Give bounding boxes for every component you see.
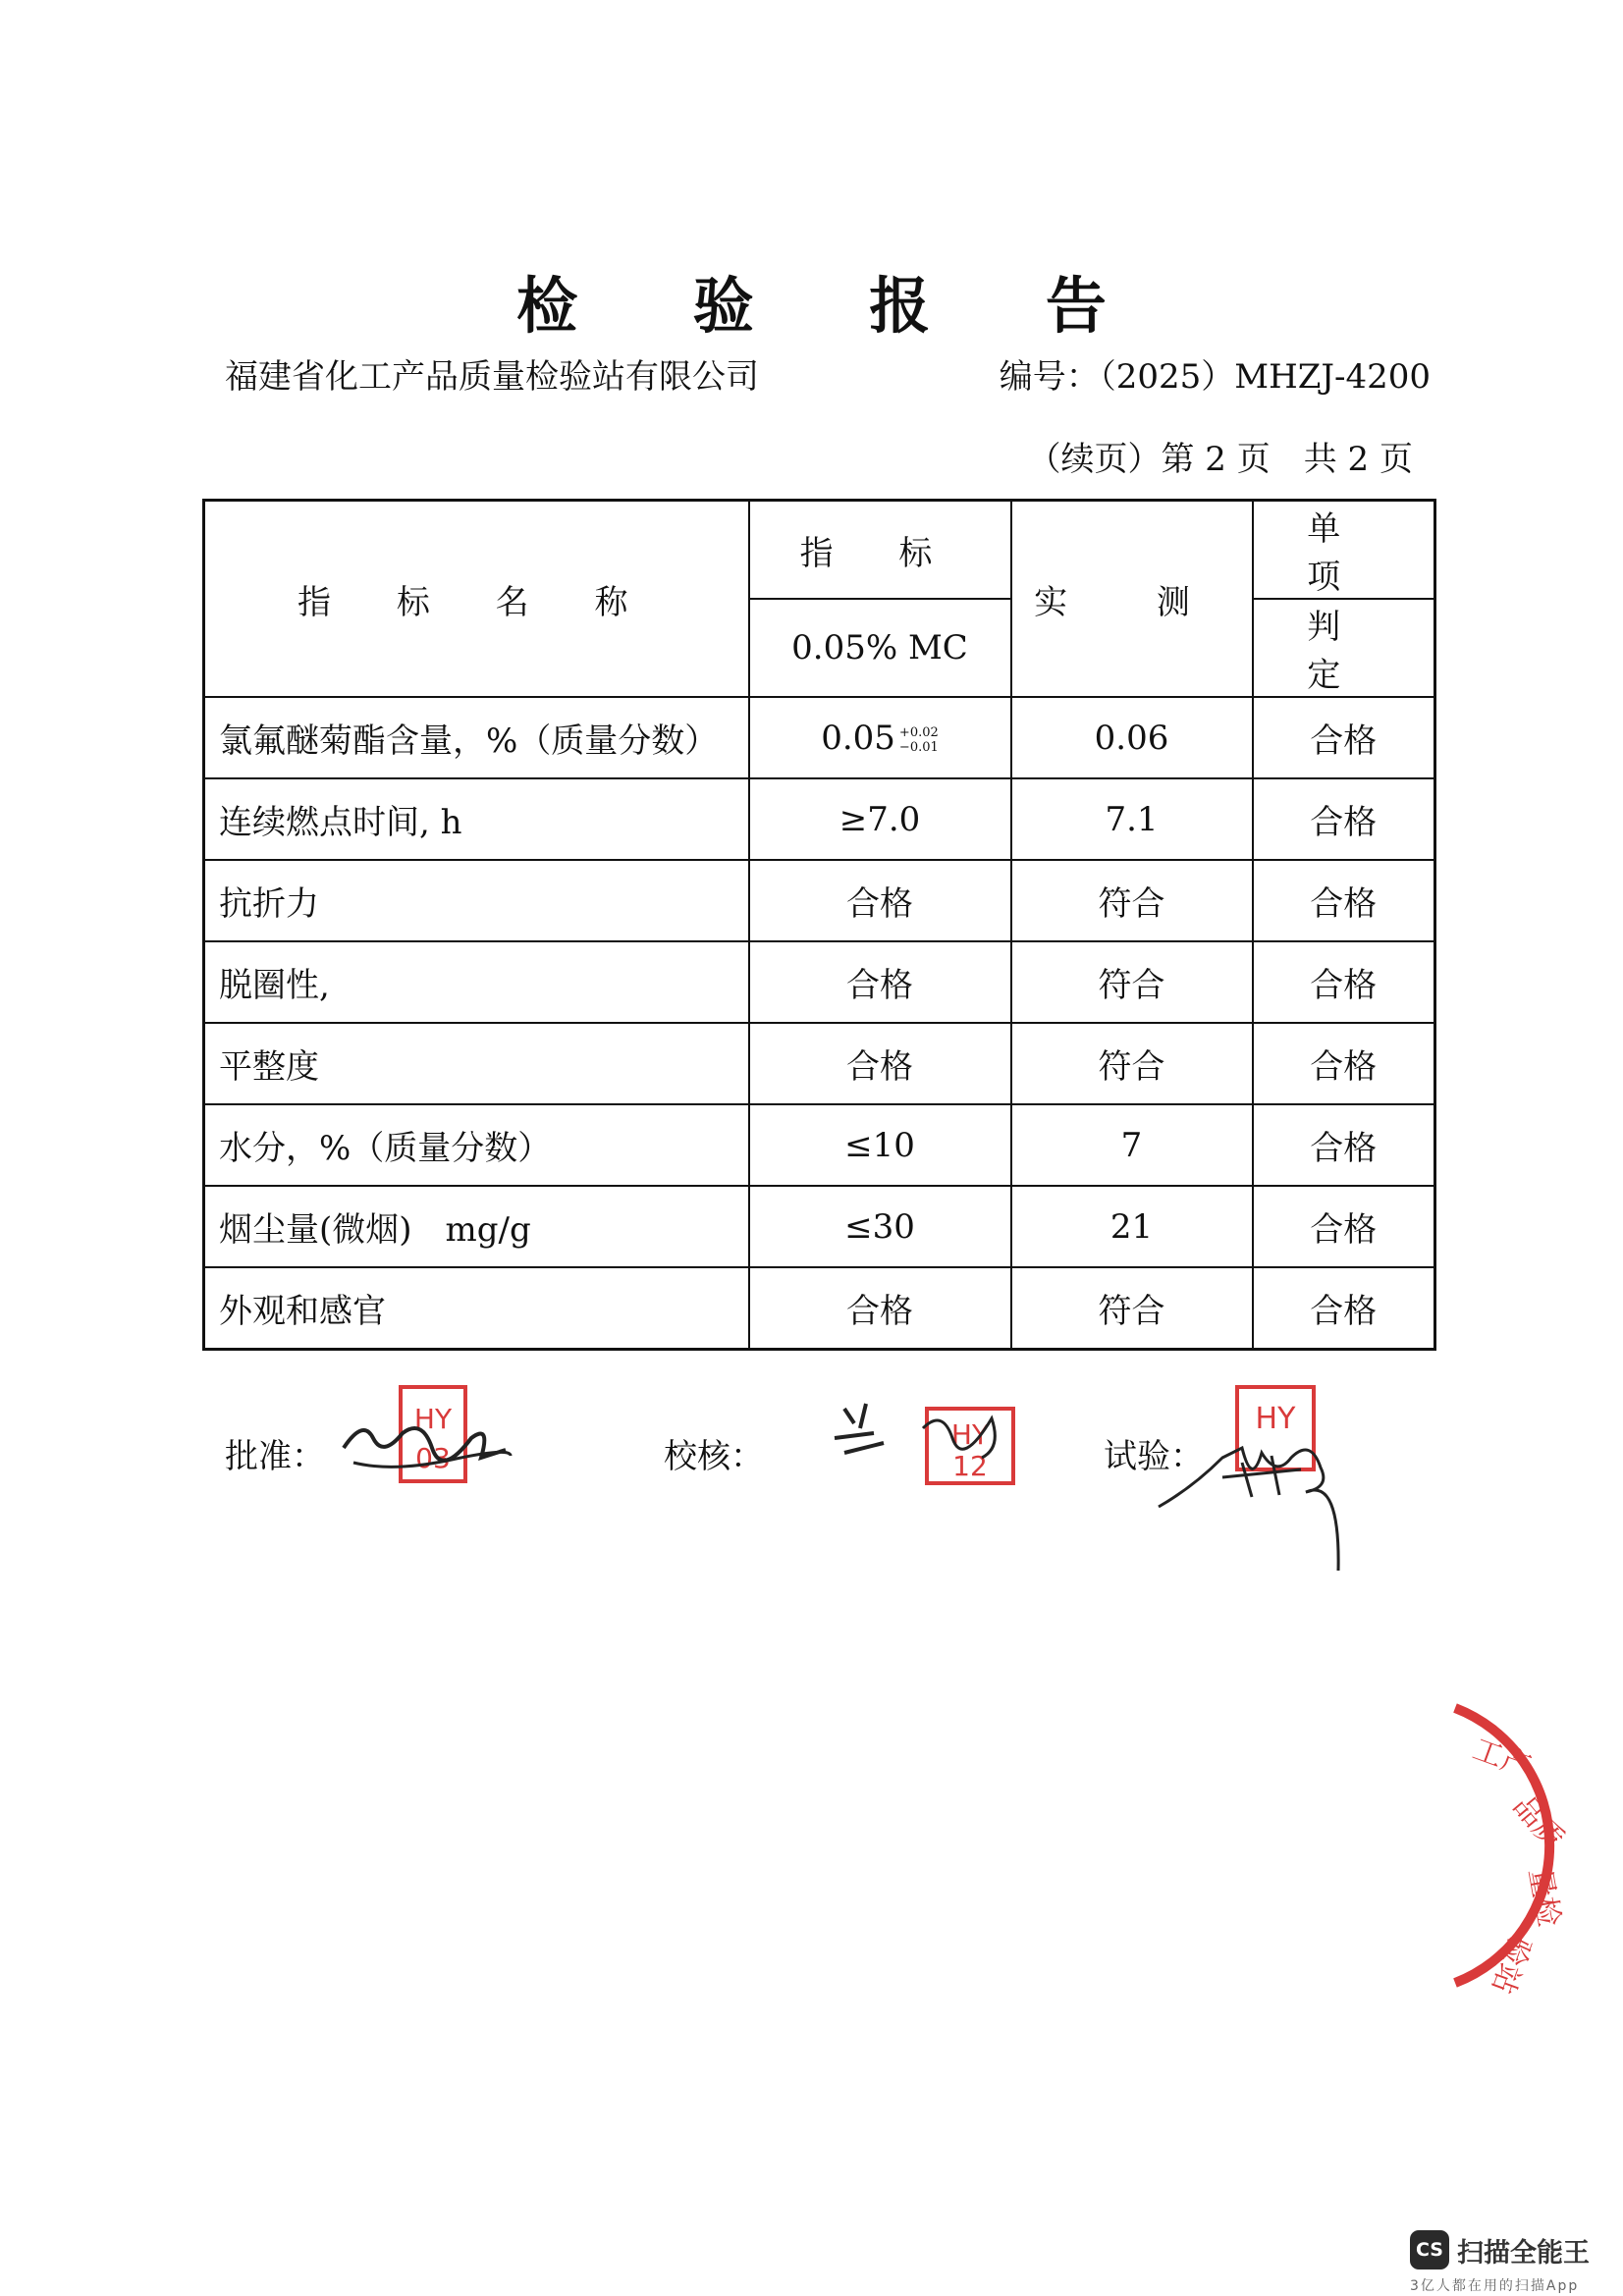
row-measured: 7: [1011, 1104, 1253, 1186]
test-signature: [1154, 1379, 1350, 1575]
header-indicator: 指 标: [749, 501, 1011, 600]
row-name: 抗折力: [204, 860, 749, 941]
row-judgement: 合格: [1253, 860, 1435, 941]
row-measured: 符合: [1011, 941, 1253, 1023]
table-row: [204, 1023, 1435, 1104]
row-indicator: ≤10: [749, 1104, 1011, 1186]
review-signature: [825, 1389, 1031, 1497]
row-indicator: 合格: [749, 941, 1011, 1023]
approve-label: 批准：: [225, 1437, 325, 1476]
tolerance: +0.02 −0.01: [898, 724, 939, 755]
table-row: [204, 697, 1435, 778]
svg-text:HY: HY: [413, 1403, 453, 1435]
results-table: [202, 499, 1436, 1351]
row-judgement: 合格: [1253, 1267, 1435, 1350]
test-label: 试验：: [1104, 1437, 1204, 1476]
official-seal: [1414, 1688, 1623, 2002]
row-name: 脱圈性,: [204, 941, 749, 1023]
row-judgement: 合格: [1253, 1023, 1435, 1104]
row-indicator: 0.05 +0.02 −0.01: [749, 697, 1011, 778]
row-indicator: 合格: [749, 1023, 1011, 1104]
scanner-tagline: 3亿人都在用的扫描App: [1410, 2278, 1580, 2294]
row-name: 平整度: [204, 1023, 749, 1104]
scanner-watermark: [1410, 2230, 1590, 2269]
scanner-brand-name: 扫描全能王: [1457, 2237, 1590, 2269]
page-info: （续页）第 2 页 共 2 页: [1027, 440, 1413, 479]
row-indicator: 合格: [749, 1267, 1011, 1350]
row-measured: 21: [1011, 1186, 1253, 1267]
review-label: 校核：: [664, 1437, 764, 1476]
row-judgement: 合格: [1253, 697, 1435, 778]
header-measured: 实 测: [1011, 501, 1253, 698]
row-name: 氯氟醚菊酯含量，%（质量分数）: [204, 697, 749, 778]
svg-text:03: 03: [415, 1442, 451, 1474]
row-name: 外观和感官: [204, 1267, 749, 1350]
row-judgement: 合格: [1253, 1104, 1435, 1186]
svg-text:品质: 品质: [1505, 1789, 1571, 1857]
row-measured: 符合: [1011, 1023, 1253, 1104]
table-row: [204, 1186, 1435, 1267]
header-judgement-1: 单 项: [1253, 501, 1435, 600]
svg-text:量检: 量检: [1522, 1865, 1567, 1930]
document-number: 编号：（2025）MHZJ-4200: [999, 357, 1431, 397]
row-name: 连续燃点时间, h: [204, 778, 749, 860]
row-name: 烟尘量(微烟) mg/g: [204, 1186, 749, 1267]
header-judgement-2: 判 定: [1253, 599, 1435, 697]
page-title: 检 验 报 告: [516, 270, 1154, 342]
table-row: [204, 778, 1435, 860]
row-indicator: ≥7.0: [749, 778, 1011, 860]
organization-name: 福建省化工产品质量检验站有限公司: [225, 357, 759, 397]
approve-signature: [334, 1379, 520, 1487]
table-row: [204, 1104, 1435, 1186]
svg-text:HY: HY: [950, 1418, 990, 1451]
row-indicator: 合格: [749, 860, 1011, 941]
row-measured: 7.1: [1011, 778, 1253, 860]
table-row: [204, 860, 1435, 941]
row-judgement: 合格: [1253, 1186, 1435, 1267]
row-measured: 0.06: [1011, 697, 1253, 778]
row-measured: 符合: [1011, 1267, 1253, 1350]
row-measured: 符合: [1011, 860, 1253, 941]
row-judgement: 合格: [1253, 778, 1435, 860]
scanner-logo-icon: CS: [1410, 2230, 1449, 2269]
svg-text:HY: HY: [1255, 1402, 1296, 1436]
header-indicator-sub: 0.05% MC: [749, 599, 1011, 697]
table-row: [204, 941, 1435, 1023]
row-name: 水分，%（质量分数）: [204, 1104, 749, 1186]
row-judgement: 合格: [1253, 941, 1435, 1023]
svg-text:工产: 工产: [1468, 1732, 1536, 1786]
row-indicator: ≤30: [749, 1186, 1011, 1267]
header-item-name: 指 标 名 称: [204, 501, 749, 698]
svg-text:验站: 验站: [1484, 1931, 1538, 1999]
table-row: [204, 1267, 1435, 1350]
svg-text:12: 12: [952, 1450, 988, 1482]
